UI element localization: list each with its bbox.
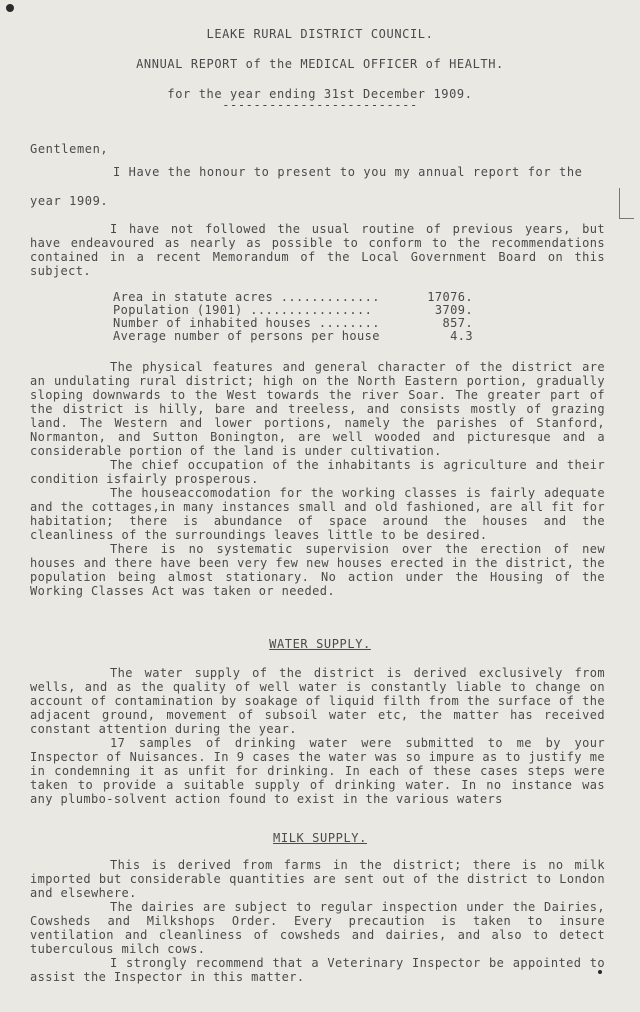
council-name: LEAKE RURAL DISTRICT COUNCIL. bbox=[206, 27, 434, 41]
stat-label: Population (1901) ................ bbox=[113, 304, 373, 317]
statistics-table bbox=[113, 291, 473, 343]
dairy-inspection-paragraph: The dairies are subject to regular inspection under the Dairies, Cowsheds and Milkshops Order. Every precaution is taken to insure ventilation and cleanliness of cowsheds and dairies, and also to detect tuberculous milch cows. bbox=[30, 900, 605, 956]
milk-supply-section bbox=[30, 858, 605, 984]
ink-blot bbox=[6, 4, 14, 12]
housing-paragraph: The houseaccomodation for the working classes is fairly adequate and the cottages,in many instances small and old fashioned, are all fit for habitation; there is abundance of space around the houses and the cleanliness of the surroundings leaves little to be desired. bbox=[30, 486, 605, 542]
stat-value: 17076. bbox=[427, 290, 473, 304]
occupation-paragraph: The chief occupation of the inhabitants is agriculture and their condition isfairly prosperous. bbox=[30, 458, 605, 486]
water-source-paragraph: The water supply of the district is derived exclusively from wells, and as the quality of well water is constantly liable to change on account of contamination by soakage of liquid filth from the surface of the adjacent ground, movement of subsoil water etc, the matter has received constant attention during the year. bbox=[30, 666, 605, 736]
report-period: for the year ending 31st December 1909. bbox=[167, 87, 473, 101]
opening-line-cont: year 1909. bbox=[30, 194, 109, 208]
salutation: Gentlemen, bbox=[30, 142, 109, 156]
stat-row bbox=[113, 291, 473, 304]
stat-value: 857. bbox=[442, 316, 473, 330]
water-samples-paragraph: 17 samples of drinking water were submitted to me by your Inspector of Nuisances. In 9 cases the water was so impure as to justify me in condemning it as unfit for drinking. In each of these cases steps were taken to provide a suitable supply of drinking water. In no instance was any plumbo-solvent action found to exist in the various waters bbox=[30, 736, 605, 806]
stat-row bbox=[113, 304, 473, 317]
ink-dot bbox=[598, 970, 602, 974]
report-title: ANNUAL REPORT of the MEDICAL OFFICER of HEALTH. bbox=[136, 57, 504, 71]
stat-value: 4.3 bbox=[450, 329, 473, 343]
opening-line: I Have the honour to present to you my annual report for the bbox=[113, 165, 583, 179]
stat-label: Number of inhabited houses ........ bbox=[113, 317, 380, 330]
stat-row bbox=[113, 317, 473, 330]
general-section bbox=[30, 360, 605, 598]
milk-source-paragraph: This is derived from farms in the district; there is no milk imported but considerable quantities are sent out of the district to London and elsewhere. bbox=[30, 858, 605, 900]
supervision-paragraph: There is no systematic supervision over the erection of new houses and there have been very few new houses erected in the district, the population being almost stationary. No action under the Housing of the Working Classes Act was taken or needed. bbox=[30, 542, 605, 598]
water-supply-heading: WATER SUPPLY. bbox=[269, 637, 371, 651]
physical-features-paragraph: The physical features and general character of the district are an undulating rural district; high on the North Eastern portion, gradually sloping downwards to the West towards the river Soar. The greater part of the district is hilly, bare and treeless, and consists mostly of grazing land. The Western and lower portions, namely the parishes of Stanford, Normanton, and Sutton Bonington, are well wooded and picturesque and a considerable portion of the land is under cultivation. bbox=[30, 360, 605, 458]
intro-text: I have not followed the usual routine of previous years, but have endeavoured as nearly as possible to conform to the recommendations contained in a recent Memorandum of the Local Government Board on this subject. bbox=[30, 222, 605, 278]
intro-paragraph bbox=[30, 222, 605, 278]
stat-value: 3709. bbox=[434, 303, 473, 317]
veterinary-recommendation-paragraph: I strongly recommend that a Veterinary Inspector be appointed to assist the Inspector in this matter. bbox=[30, 956, 605, 984]
water-supply-section bbox=[30, 666, 605, 806]
stat-row bbox=[113, 330, 473, 343]
margin-bracket bbox=[619, 188, 634, 219]
title-rule: ------------------------- bbox=[222, 98, 418, 112]
milk-supply-heading: MILK SUPPLY. bbox=[273, 831, 367, 845]
stat-label: Average number of persons per house bbox=[113, 330, 380, 343]
stat-label: Area in statute acres ............. bbox=[113, 291, 380, 304]
